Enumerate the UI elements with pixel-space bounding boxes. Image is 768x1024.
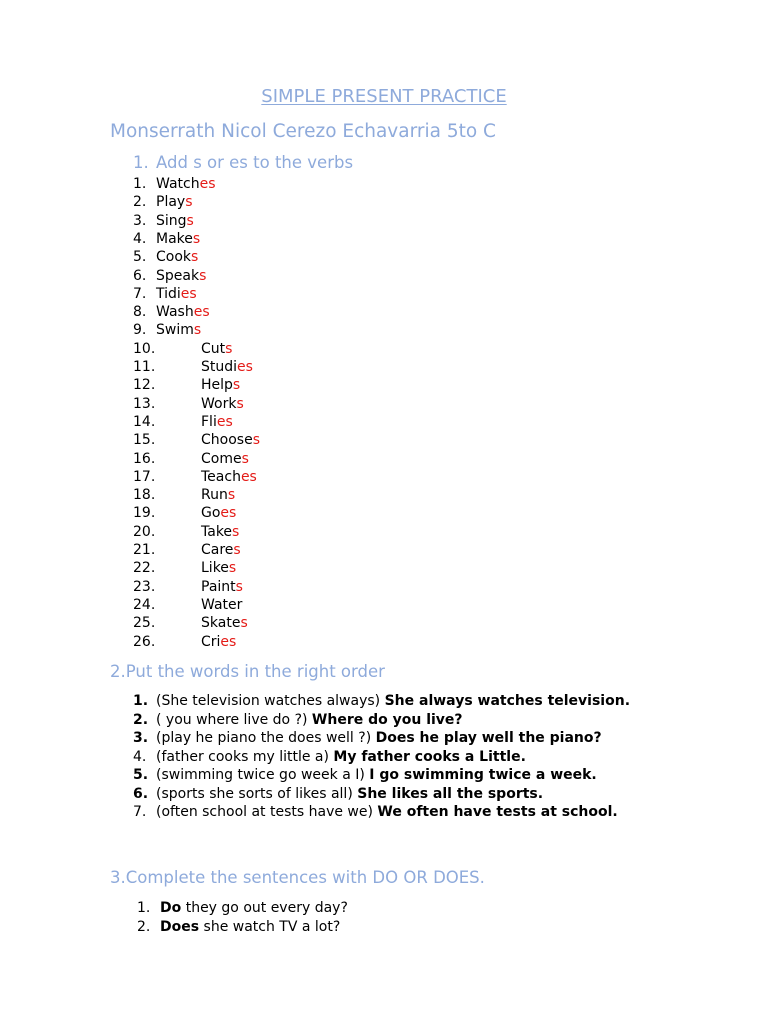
item-answer: Does he play well the piano? <box>375 730 602 746</box>
verb-stem: Fli <box>201 413 217 430</box>
verb-word <box>201 578 243 596</box>
verb-suffix: s <box>192 230 201 247</box>
verb-suffix: es <box>180 285 197 302</box>
verb-stem: Swim <box>156 322 194 339</box>
list-item <box>137 918 348 937</box>
verb-suffix: es <box>237 359 253 375</box>
item-number: 2. <box>137 918 151 935</box>
verb-word <box>201 340 232 358</box>
verb-word <box>201 450 249 468</box>
verb-stem: Studi <box>201 359 238 375</box>
verb-suffix: s <box>199 267 207 284</box>
list-item <box>133 785 653 804</box>
verb-number: 7. <box>133 285 147 302</box>
verb-number: 26. <box>133 633 156 650</box>
item-sentence: she watch TV a lot? <box>199 918 341 935</box>
verb-number: 1. <box>133 176 147 192</box>
verb-word <box>201 468 257 486</box>
verb-suffix: es <box>199 176 216 192</box>
verb-suffix: s <box>228 560 237 577</box>
item-number: 7. <box>133 804 147 820</box>
item-sentence: they go out every day? <box>181 900 348 916</box>
verb-word <box>156 321 201 339</box>
verb-word <box>201 559 236 577</box>
verb-number: 3. <box>133 212 147 229</box>
verb-word <box>156 193 193 211</box>
verb-suffix: s <box>232 523 240 540</box>
verb-stem: Sing <box>156 212 187 229</box>
verb-suffix: es <box>220 505 237 522</box>
verb-stem: Like <box>201 560 229 577</box>
verb-stem: Skate <box>201 615 241 632</box>
do-does-list <box>137 899 348 936</box>
section-2-heading: 2.Put the words in the right order <box>110 662 385 681</box>
verb-suffix: s <box>233 542 241 558</box>
verb-stem: Teach <box>201 468 241 485</box>
verb-suffix: es <box>216 413 233 430</box>
verb-word <box>156 303 210 321</box>
verb-word <box>201 358 253 376</box>
student-name: Monserrath Nicol Cerezo Echavarria 5to C <box>110 121 496 142</box>
list-item <box>133 711 653 730</box>
verb-stem: Run <box>201 487 228 504</box>
section-3-heading: 3.Complete the sentences with DO OR DOES. <box>110 868 485 887</box>
item-number: 4. <box>133 748 147 765</box>
list-item <box>137 899 348 918</box>
verb-suffix: s <box>236 395 244 412</box>
verb-suffix: s <box>241 450 249 467</box>
verb-number: 25. <box>133 615 156 632</box>
verb-stem: Paint <box>201 578 236 595</box>
verb-number: 11. <box>133 359 156 375</box>
verb-number: 18. <box>133 487 156 504</box>
verb-word <box>201 395 244 413</box>
word-order-list <box>133 692 653 822</box>
verb-suffix: s <box>185 194 193 211</box>
verb-stem: Tidi <box>156 285 181 302</box>
verb-number: 19. <box>133 505 156 522</box>
verb-suffix: s <box>240 615 248 632</box>
verb-suffix: s <box>191 249 199 266</box>
verb-suffix: s <box>252 432 260 449</box>
verb-word <box>156 248 198 266</box>
item-prompt: (sports she sorts of likes all) <box>156 785 358 802</box>
verb-stem: Help <box>201 377 233 394</box>
verb-word <box>201 633 236 651</box>
verb-word <box>156 175 216 193</box>
item-prompt: (father cooks my little a) <box>156 748 334 765</box>
item-number: 5. <box>133 767 149 783</box>
verb-stem: Care <box>201 542 234 558</box>
verb-word <box>201 376 240 394</box>
section-1-number: 1. <box>133 153 149 172</box>
item-answer: We often have tests at school. <box>377 804 618 820</box>
section-1-heading <box>133 153 353 173</box>
item-answer: Do <box>160 900 182 916</box>
verb-stem: Play <box>156 194 186 211</box>
verb-number: 12. <box>133 377 156 394</box>
verb-suffix: s <box>186 212 194 229</box>
list-item <box>133 748 653 767</box>
item-answer: Does <box>160 918 200 935</box>
verb-number: 24. <box>133 596 156 613</box>
verb-stem: Cook <box>156 249 192 266</box>
verb-number: 21. <box>133 542 156 558</box>
verb-stem: Wash <box>156 304 194 321</box>
verb-suffix: s <box>225 340 233 357</box>
verb-word <box>201 523 239 541</box>
verb-number: 22. <box>133 560 156 577</box>
verb-number: 13. <box>133 395 156 412</box>
verb-stem: Water <box>201 596 243 613</box>
list-item <box>133 692 653 711</box>
item-number: 1. <box>133 693 149 709</box>
verb-suffix: s <box>232 377 241 394</box>
verb-number: 20. <box>133 523 156 540</box>
verb-suffix: es <box>220 633 237 650</box>
verb-word <box>156 212 194 230</box>
verb-suffix: es <box>240 468 257 485</box>
verb-word <box>201 413 233 431</box>
item-prompt: (swimming twice go week a I) <box>156 767 370 783</box>
verb-suffix: s <box>227 487 236 504</box>
item-prompt: (often school at tests have we) <box>156 804 378 820</box>
verb-stem: Go <box>201 505 221 522</box>
verb-number: 10. <box>133 340 156 357</box>
verb-word <box>201 541 241 559</box>
verb-word <box>201 431 260 449</box>
item-answer: She likes all the sports. <box>357 785 544 802</box>
verb-number: 15. <box>133 432 156 449</box>
verb-stem: Come <box>201 450 242 467</box>
verb-word <box>201 614 248 632</box>
item-prompt: ( you where live do ?) <box>156 711 312 728</box>
verb-suffix: es <box>193 304 210 321</box>
list-item <box>133 803 653 822</box>
item-answer: I go swimming twice a week. <box>369 767 597 783</box>
verb-word <box>156 230 200 248</box>
verb-stem: Choose <box>201 432 253 449</box>
item-prompt: (She television watches always) <box>156 693 385 709</box>
item-number: 3. <box>133 730 149 746</box>
document-title: SIMPLE PRESENT PRACTICE <box>261 86 507 107</box>
verb-number: 17. <box>133 468 156 485</box>
verb-number: 5. <box>133 249 147 266</box>
item-prompt: (play he piano the does well ?) <box>156 730 376 746</box>
verb-number: 23. <box>133 578 156 595</box>
item-number: 1. <box>137 900 151 916</box>
verb-number: 9. <box>133 322 147 339</box>
item-answer: Where do you live? <box>311 711 463 728</box>
verb-stem: Cut <box>201 340 226 357</box>
verb-word <box>156 285 197 303</box>
verb-suffix: s <box>193 322 202 339</box>
verb-number: 2. <box>133 194 147 211</box>
verb-word <box>201 504 236 522</box>
verb-number: 14. <box>133 413 156 430</box>
verb-stem: Work <box>201 395 237 412</box>
verb-number: 8. <box>133 304 147 321</box>
item-answer: My father cooks a Little. <box>333 748 526 765</box>
item-number: 6. <box>133 785 149 802</box>
verb-number: 16. <box>133 450 156 467</box>
list-item <box>133 766 653 785</box>
verb-word <box>156 267 206 285</box>
item-number: 2. <box>133 711 149 728</box>
verb-word <box>201 596 242 614</box>
verb-number: 4. <box>133 230 147 247</box>
verb-suffix: s <box>235 578 243 595</box>
verb-stem: Cri <box>201 633 221 650</box>
verb-stem: Take <box>201 523 233 540</box>
verb-stem: Make <box>156 230 193 247</box>
verb-stem: Watch <box>156 176 200 192</box>
list-item <box>133 729 653 748</box>
verb-stem: Speak <box>156 267 200 284</box>
verb-word <box>201 486 235 504</box>
section-1-heading-text: Add s or es to the verbs <box>156 153 354 172</box>
verb-number: 6. <box>133 267 147 284</box>
item-answer: She always watches television. <box>384 693 631 709</box>
